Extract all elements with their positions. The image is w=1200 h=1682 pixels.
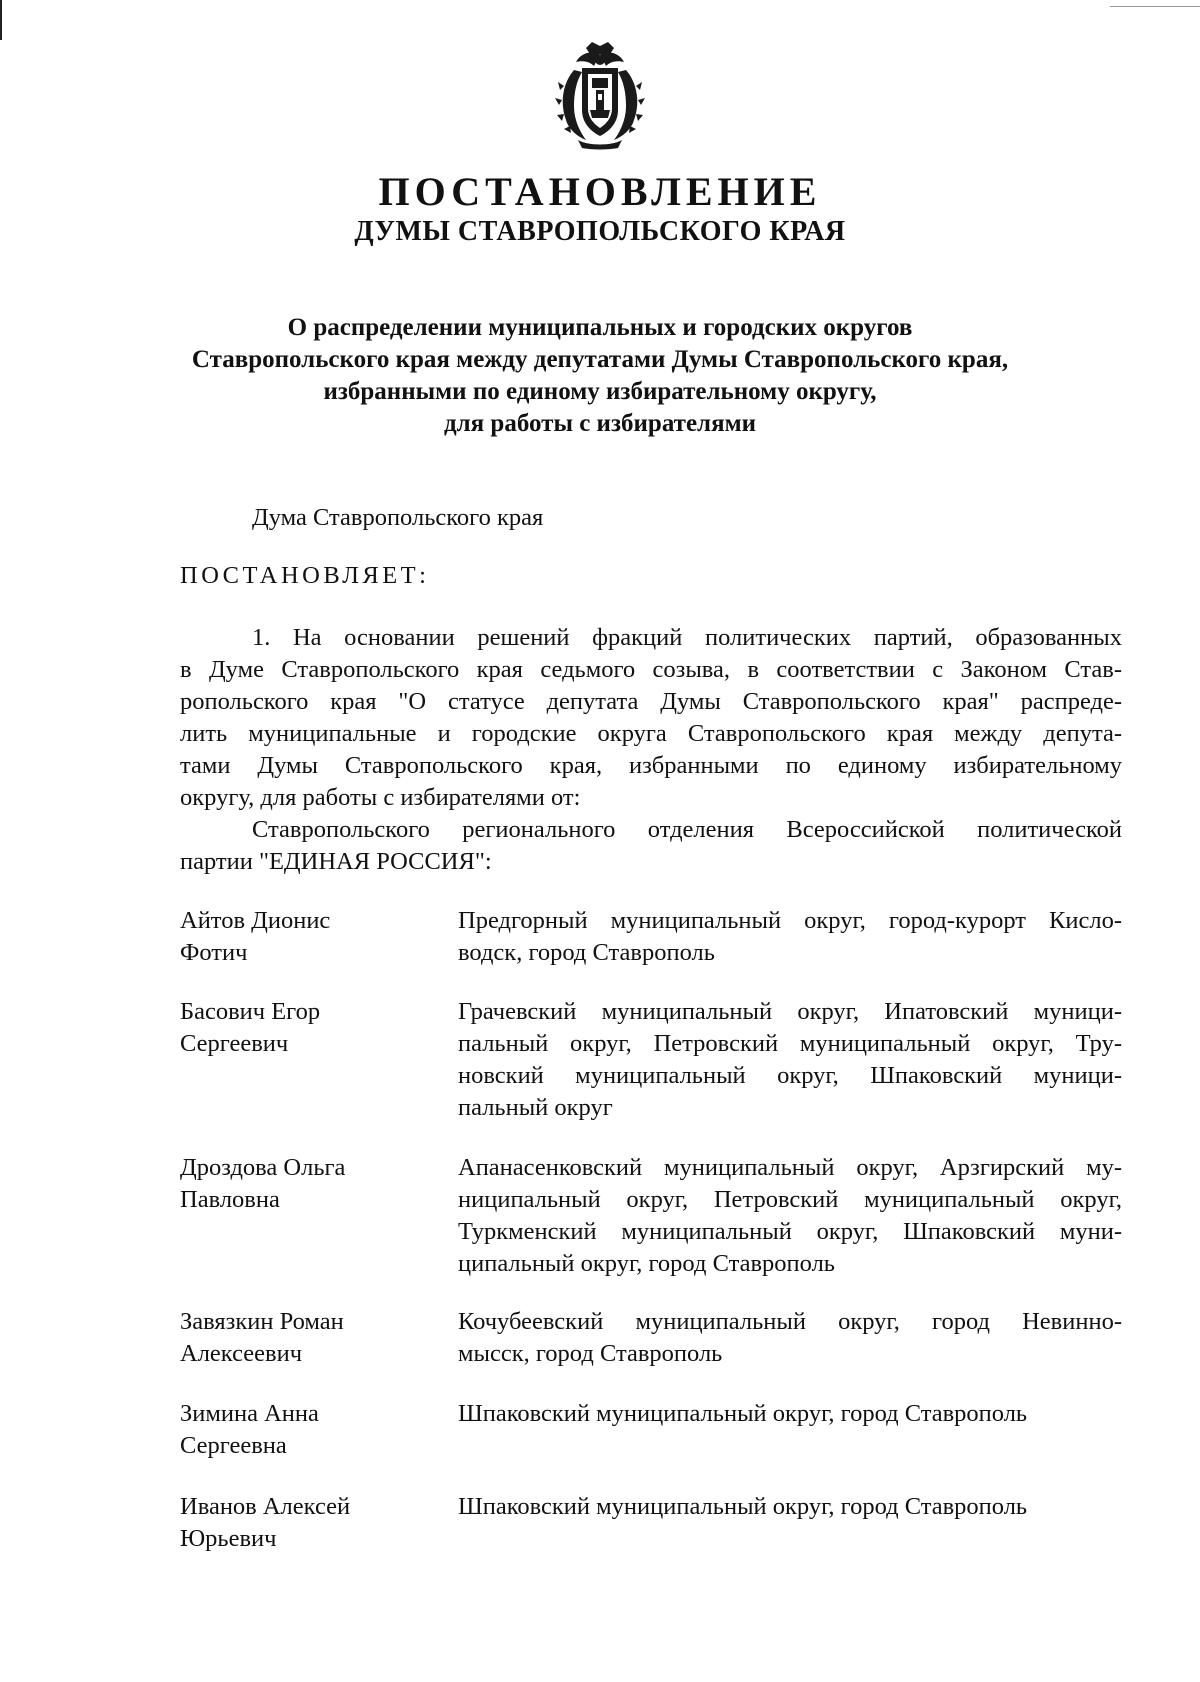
- stavropol-coat-of-arms-icon: [552, 40, 648, 150]
- paragraph-line: Ставропольского регионального отделения Всероссийской политической: [252, 816, 1122, 843]
- deputy-name: Дроздова Ольга Павловна: [180, 1154, 346, 1213]
- duma-name: Дума Ставропольского края: [252, 504, 544, 531]
- paragraph-line: тами Думы Ставропольского края, избранными по единому избирательному: [180, 752, 1122, 779]
- paragraph-line: 1. На основании решений фракций политических партий, образованных: [252, 624, 1122, 651]
- deputy-districts: Шпаковский муниципальный округ, город Ставрополь: [458, 1493, 1028, 1520]
- resolution-subject: [150, 312, 1050, 440]
- subject-line: О распределении муниципальных и городских округов: [287, 314, 913, 341]
- paragraph-line: округу, для работы с избирателями от:: [180, 784, 581, 811]
- paragraph-1: [180, 622, 1122, 878]
- deputy-districts: Предгорный муниципальный округ, город-курорт Кисло- водск, город Ставрополь: [458, 907, 1122, 966]
- deputy-districts: Грачевский муниципальный округ, Ипатовский муници- пальный округ, Петровский муниципальный округ, Тру- новский муниципальный округ, Шпаковский муници- пальный округ: [458, 998, 1122, 1121]
- scan-margin-mark: [0, 0, 2, 40]
- subject-line: Ставропольского края между депутатами Думы Ставропольского края,: [191, 346, 1009, 373]
- deputy-name: Басович Егор Сергеевич: [180, 998, 321, 1057]
- deputy-name: Айтов Дионис Фотич: [180, 907, 331, 966]
- subject-line: избранными по единому избирательному округу,: [323, 378, 877, 405]
- deputy-districts: Апанасенковский муниципальный округ, Арзгирский му- ниципальный округ, Петровский муниципальный округ, Туркменский муниципальный округ, Шпаковский муни- ципальный округ, город Ставрополь: [458, 1154, 1122, 1277]
- deputy-name: Иванов Алексей Юрьевич: [180, 1493, 351, 1552]
- paragraph-line: ропольского края "О статусе депутата Думы Ставропольского края" распреде-: [180, 688, 1122, 715]
- deputy-name: Зимина Анна Сергеевна: [180, 1400, 319, 1459]
- document-title: ПОСТАНОВЛЕНИЕ: [378, 169, 822, 214]
- scan-top-rule: [1110, 6, 1200, 7]
- deputy-districts: Кочубеевский муниципальный округ, город Невинно- мысск, город Ставрополь: [458, 1308, 1122, 1367]
- paragraph-line: лить муниципальные и городские округа Ставропольского края между депута-: [180, 720, 1122, 747]
- deputy-districts: Шпаковский муниципальный округ, город Ставрополь: [458, 1400, 1028, 1427]
- paragraph-line: в Думе Ставропольского края седьмого созыва, в соответствии с Законом Став-: [180, 656, 1122, 683]
- document-issuer: ДУМЫ СТАВРОПОЛЬСКОГО КРАЯ: [354, 216, 846, 247]
- paragraph-line: партии "ЕДИНАЯ РОССИЯ":: [180, 848, 492, 875]
- subject-line: для работы с избирателями: [443, 410, 757, 437]
- resolves-heading: ПОСТАНОВЛЯЕТ:: [180, 562, 430, 589]
- deputy-name: Завязкин Роман Алексеевич: [180, 1308, 344, 1367]
